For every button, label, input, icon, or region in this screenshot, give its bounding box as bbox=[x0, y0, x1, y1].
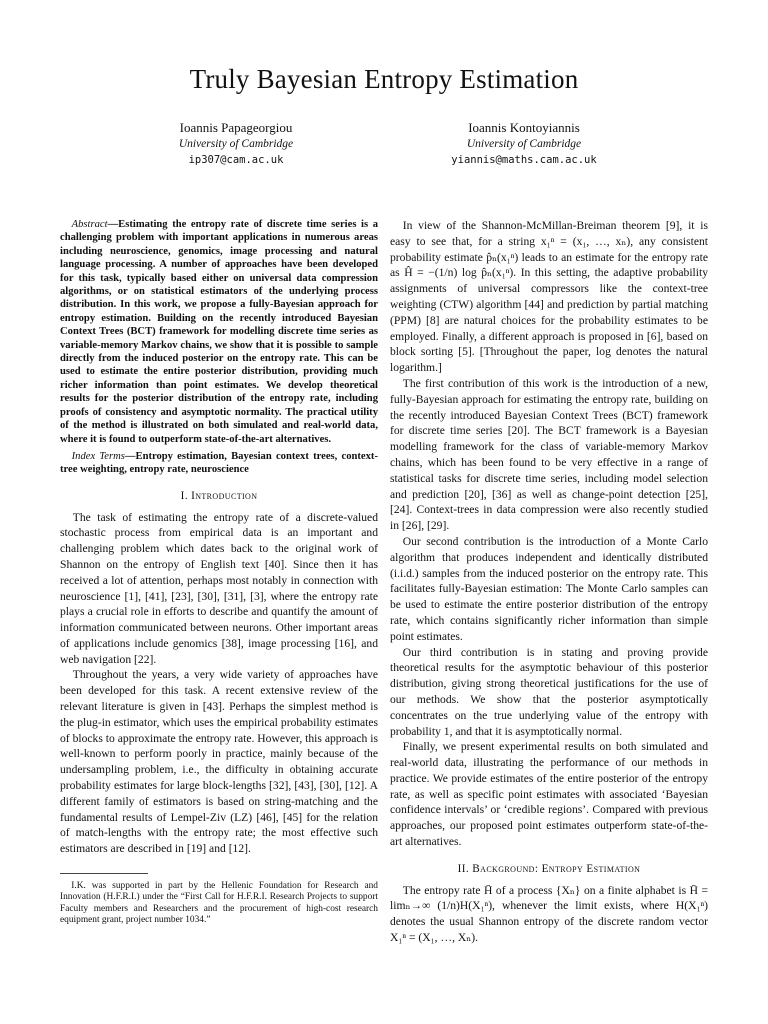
section-heading-background: II. Background: Entropy Estimation bbox=[457, 862, 641, 875]
author-email: ip307@cam.ac.uk bbox=[188, 154, 284, 166]
author-name: Ioannis Papageorgiou bbox=[179, 120, 293, 135]
contribution-paragraph-2: Our second contribution is the introduction of a Monte Carlo algorithm that produces independent and identically distributed (i.i.d.) samples from the induced posterior on the entropy rate. This facilitates fully-Bayesian estimation: The Monte Carlo samples can be used to estimate the entire posterior distribution of the entropy rate, which contains significantly richer information than simple point estimates. bbox=[390, 534, 708, 643]
author-affiliation: University of Cambridge bbox=[178, 138, 294, 150]
paper-title: Truly Bayesian Entropy Estimation bbox=[189, 64, 579, 94]
author-name: Ioannis Kontoyiannis bbox=[468, 120, 580, 135]
index-terms bbox=[60, 450, 378, 477]
contribution-paragraph-4: Finally, we present experimental results on both simulated and real-world data, illustrating the performance of our methods in practice. We provide estimates of the entire posterior of the entropy rate, as well as specific point estimates with associated ‘Bayesian confidence intervals’ or ‘credible regions’. Compared with previous approaches, our proposed point estimates outperform state-of-the-art alternatives. bbox=[390, 740, 708, 849]
section-heading-introduction: I. Introduction bbox=[180, 489, 258, 502]
background-paragraph-1: The entropy rate H̄ of a process {Xₙ} on a finite alphabet is H̄ = limₙ→∞ (1/n)H(X₁ⁿ), whenever the limit exists, where H(X₁ⁿ) denotes the usual Shannon entropy of the discrete random vector X₁ⁿ = (X₁, …, Xₙ). bbox=[390, 883, 708, 945]
left-column bbox=[60, 218, 378, 857]
intro-paragraph-3: In view of the Shannon-McMillan-Breiman theorem [9], it is easy to see that, for a string x₁ⁿ = (x₁, …, xₙ), any consistent probability estimate p̂ₙ(x₁ⁿ) leads to an estimate for the entropy rate as Ĥ = −(1/n) log p̂ₙ(x₁ⁿ). In this setting, the adaptive probability assignments of universal compressors like the context-tree weighting (CTW) algorithm [44] and prediction by partial matching (PPM) [8] are natural choices for the probability estimates to be employed. Finally, a different approach is proposed in [6], based on block sorting [5]. [Throughout the paper, log denotes the natural logarithm.] bbox=[390, 219, 708, 375]
intro-paragraph-2: Throughout the years, a very wide variety of approaches have been developed for this task. A recent extensive review of the relevant literature is given in [43]. Perhaps the simplest method is the plug-in estimator, which uses the empirical probability estimates of blocks to approximate the entropy rate. However, this approach is well-known to perform poorly in practice, mainly because of the undersampling problem, i.e., the difficulty in obtaining accurate probability estimates for large block-lengths [32], [43], [30], [12]. A different family of estimators is based on string-matching and the fundamental results of Lempel-Ziv (LZ) [46], [45] for the relation of match-lengths with the entropy rate; the most effective such estimators are described in [19] and [12]. bbox=[60, 668, 378, 856]
abstract bbox=[60, 218, 378, 446]
funding-footnote: I.K. was supported in part by the Hellenic Foundation for Research and Innovation (H.F.R.I.) under the “First Call for H.F.R.I. Research Projects to support Faculty members and Researchers and the procurement of high-cost research equipment grant, project number 1034.” bbox=[60, 881, 378, 926]
author-affiliation: University of Cambridge bbox=[466, 138, 582, 150]
contribution-paragraph-1: The first contribution of this work is the introduction of a new, fully-Bayesian approach for estimating the entropy rate, building on the recently introduced Bayesian Context Trees (BCT) framework for discrete time series [20]. The BCT framework is a Bayesian modelling framework for the class of variable-memory Markov chains, which has been found to be very effective in a range of statistical tasks for discrete time series, including model selection and prediction [20], [36] as well as change-point detection [25], [24]. Context-trees in data compression were also recently studied in [26], [29]. bbox=[390, 376, 708, 533]
right-column bbox=[390, 218, 708, 946]
index-terms-lead: Index Terms bbox=[71, 450, 125, 462]
footnote-divider bbox=[60, 873, 148, 874]
author-block-1 bbox=[96, 120, 376, 168]
intro-paragraph-1: The task of estimating the entropy rate of a discrete-valued stochastic process from empirical data is an important and challenging problem which dates back to the original work of Shannon on the entropy of English text [40]. Since then it has received a lot of attention, perhaps most notably in connection with neuroscience [1], [41], [23], [30], [31], [3], where the entropy rate plays a crucial role in efforts to describe and quantify the amount of information communicated between neurons. Other important areas of applications include genomics [38], image processing [16], and web navigation [22]. bbox=[60, 510, 378, 666]
index-terms-text: —Entropy estimation, Bayesian context trees, context-tree weighting, entropy rate, neuroscience bbox=[60, 450, 378, 476]
contribution-paragraph-3: Our third contribution is in stating and proving provide theoretical results for the asymptotic behaviour of this posterior distribution, giving strong theoretical justifications for the use of our methods. We show that the posterior asymptotically concentrates on the true underlying value of the entropy with probability 1, and that it is asymptotically normal. bbox=[390, 645, 708, 738]
author-block-2 bbox=[384, 120, 664, 168]
abstract-lead: Abstract bbox=[71, 219, 108, 230]
abstract-text: —Estimating the entropy rate of discrete time series is a challenging problem with important applications in numerous areas including neuroscience, genomics, image processing and natural language processing. A number of approaches have been developed for this task, typically based either on universal data compression algorithms, or on statistical estimators of the underlying process distribution. In this work, we propose a fully-Bayesian approach for entropy estimation. Building on the recently introduced Bayesian Context Trees (BCT) framework for modelling discrete time series as variable-memory Markov chains, we show that it is possible to sample directly from the induced posterior on the entropy rate. This can be used to estimate the entire posterior distribution, providing much richer information than point estimates. We develop theoretical results for the posterior distribution of the entropy rate, including proofs of consistency and asymptotic normality. The practical utility of the method is illustrated on both simulated and real-world data, where it is found to outperform state-of-the-art alternatives. bbox=[60, 219, 378, 445]
author-email: yiannis@maths.cam.ac.uk bbox=[451, 154, 597, 166]
